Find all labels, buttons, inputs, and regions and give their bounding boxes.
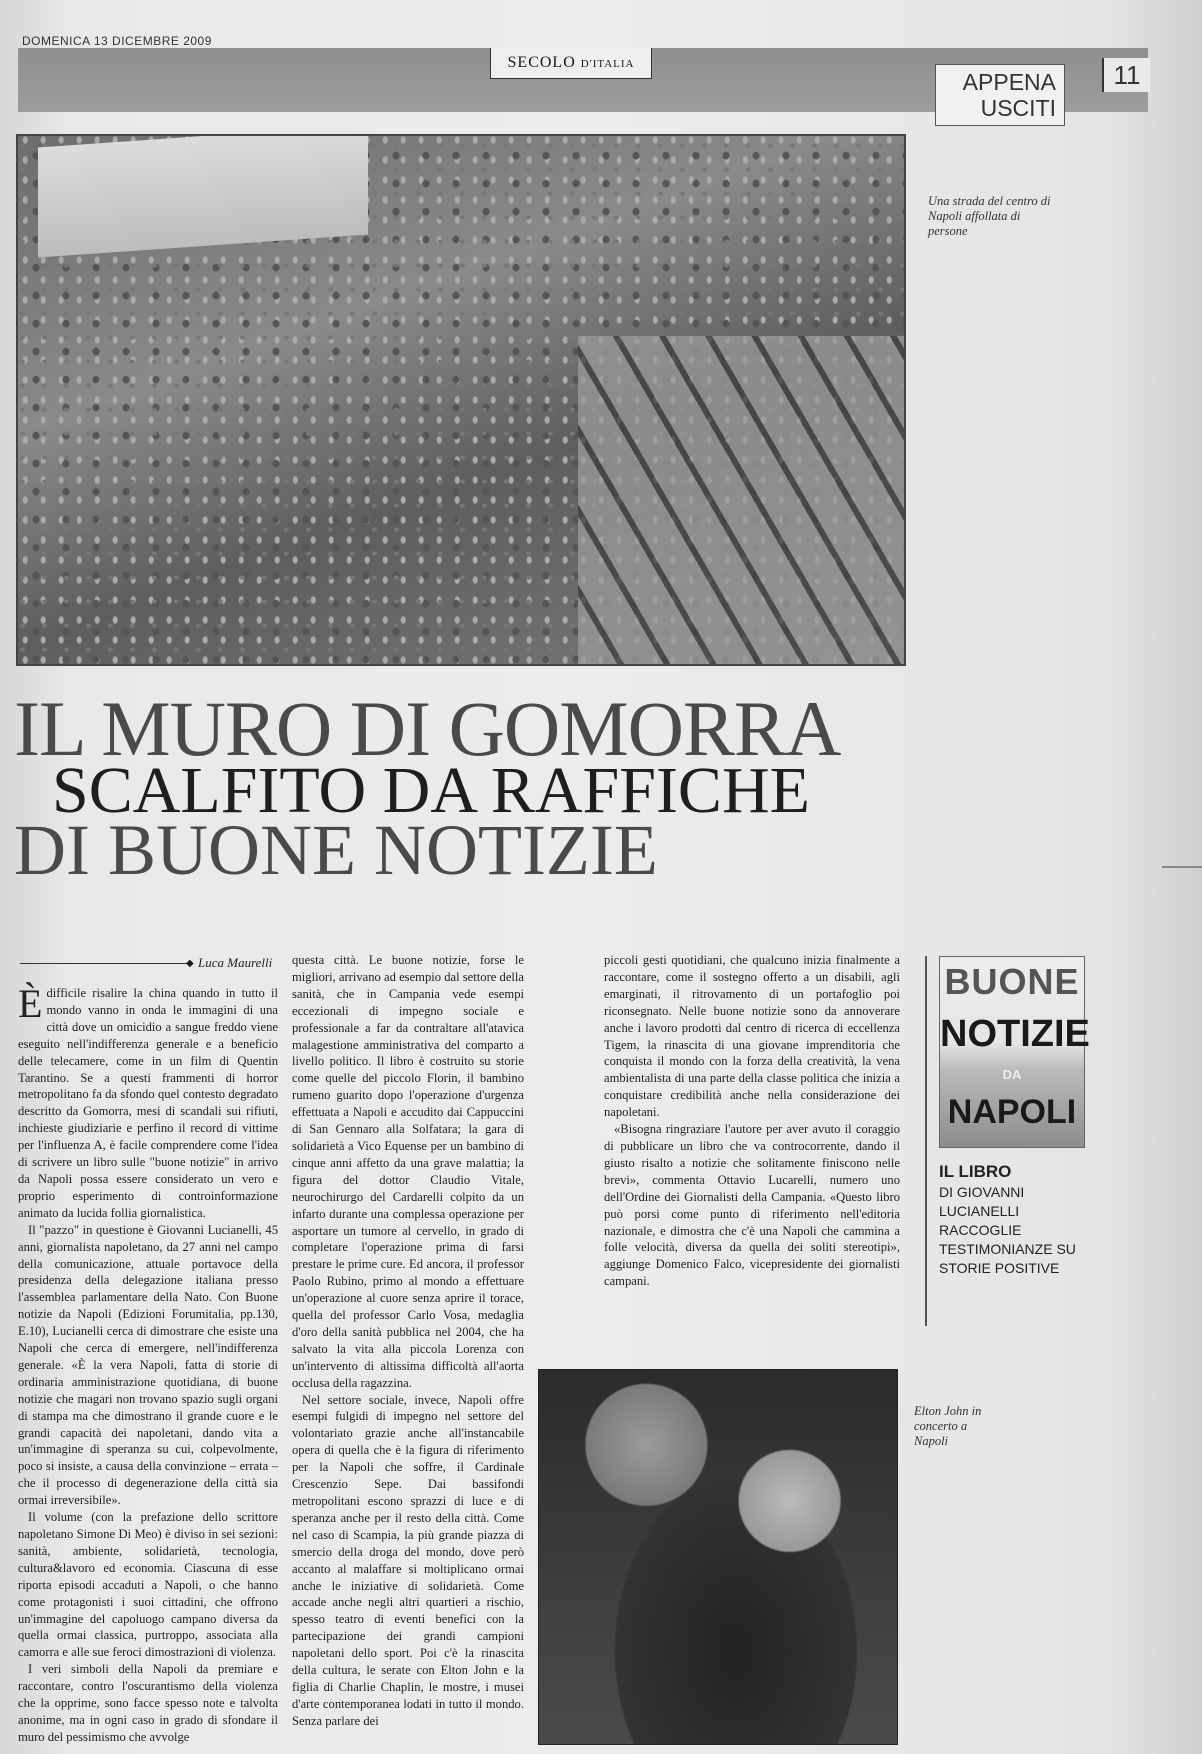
headline-line1: IL MURO DI GOMORRA <box>14 685 841 772</box>
book-box-text <box>939 1162 1089 1278</box>
book-cover-line2: NOTIZIE <box>940 1013 1090 1055</box>
section-tag-line1: APPENA <box>962 69 1056 95</box>
dropcap: È <box>18 981 43 1026</box>
article-column-2 <box>292 952 524 1730</box>
book-cover-line1: BUONE <box>944 961 1080 1002</box>
section-tag-line2: USCITI <box>980 95 1056 121</box>
byline-diamond-icon: ◆ <box>186 958 194 969</box>
book-box-lead: IL LIBRO <box>939 1162 1012 1181</box>
col2-paragraph-2: Nel settore sociale, invece, Napoli offre esempi fulgidi di impegno nel settore del volontariato grazie anche all'instancabile opera di quella che è la figura di riferimento per la Napoli che soffre, il Cardinale Crescenzio Sepe. Dai bassifondi metropolitani escono sprazzi di luce e di speranza anche per il resto della città. Come nel caso di Scampia, la più grande piazza di smercio della droga del mondo, dove però accanto al malaffare si moltiplicano ormai anche le iniziative di solidarietà. Come accade anche negli altri quartieri a rischio, spesso teatro di eventi benefici con la partecipazione dei grandi campioni napoletani dello sport. Poi c'è la rinascita della cultura, le serate con Elton John e la figlia di Charlie Chaplin, le mostre, i musei d'arte contemporanea lodati in tutto il mondo. Senza parlare dei <box>292 1392 524 1728</box>
dateline: DOMENICA 13 DICEMBRE 2009 <box>22 34 212 48</box>
book-cover <box>939 956 1090 1148</box>
headline-line3: DI BUONE NOTIZIE <box>14 810 658 890</box>
book-cover-line3: DA <box>1002 1067 1022 1082</box>
elton-john-concert-photo <box>538 1369 898 1745</box>
street-crowd-photo <box>16 134 906 666</box>
col1-paragraph-1: difficile risalire la china quando in tutto il mondo vanno in onda le immagini di una città dove un omicidio a sangue freddo viene eseguito nell'indifferenza generale e a beneficio delle telecamere, come in un film di Quentin Tarantino. Se a questi frammenti di horror metropolitano fa da sfondo quel contesto degradato descritto da Gomorra, mesi di scandali sui rifiuti, inchieste giudiziarie e perfino il record di vittime per l'influenza A, è facile comprendere come l'idea di scrivere un libro sulle "buone notizie" in arrivo da Napoli possa essere considerato un vero e proprio esperimento di controinformazione animato da lucida follia giornalistica. <box>18 986 278 1220</box>
market-stalls-shape <box>578 336 906 666</box>
col1-paragraph-4: I veri simboli della Napoli da premiare e raccontare, contro l'oscurantismo della violenza che la opprime, sono facce spesso note e talvolta anonime, ma in ogni caso in grado di sfondare il muro del pessimismo che avvolge <box>18 1662 278 1744</box>
book-sidebar-box <box>925 956 1090 1326</box>
col1-paragraph-3: Il volume (con la prefazione dello scrittore napoletano Simone Di Meo) è diviso in sei sezioni: sanità, ambiente, solidarietà, tecnologia, cultura&lavoro ed economia. Ciascuna di esse riporta episodi accaduti a Napoli, o che hanno come protagonisti i suoi cittadini, che offrono un'immagine del capoluogo campano diversa da quella ormai classica, purtroppo, associata alla camorra e alle sue feroci dimostrazioni di violenza. <box>18 1510 278 1660</box>
col3-paragraph-1: piccoli gesti quotidiani, che qualcuno inizia finalmente a raccontare, come il sostegno offerto a un disabili, agli emarginati, il ritrovamento di un portafoglio poi riconsegnato. Nelle buone notizie sono da annoverare anche i lavoro prodotti dal centro di ricerca di eccellenza Tigem, la rinascita di una giovane imprenditoria che conquista il mondo con la forza della creatività, la vena ambientalista di una parte della classe politica che inizia a conquistare credibilità anche nella considerazione dei napoletani. <box>604 953 900 1120</box>
book-cover-line4: NAPOLI <box>947 1093 1077 1131</box>
top-photo-caption: Una strada del centro di Napoli affollata di persone <box>928 194 1051 238</box>
byline-rule <box>20 963 188 964</box>
col3-paragraph-2: «Bisogna ringraziare l'autore per aver avuto il coraggio di pubblicare un libro che va controcorrente, dando il giusto risalto a notizie che solitamente finiscono nelle brevi», commenta Ottavio Lucarelli, numero uno dell'Ordine dei Giornalisti della Campania. «Questo libro può porsi come punto di riferimento nell'editoria nazionale, e dimostra che c'è una Napoli che cammina a folle velocità, diversa da quella dei soliti stereotipi», aggiunge Domenico Falco, vicepresidente dei giornalisti campani. <box>604 1122 900 1289</box>
col1-paragraph-2: Il "pazzo" in questione è Giovanni Lucianelli, 45 anni, giornalista napoletano, da 27 anni nel campo della comunicazione, attuale portavoce della presidenza della delegazione italiana presso l'assemblea parlamentare della Nato. Con Buone notizie da Napoli (Edizioni Forumitalia, pp.130, E.10), Lucianelli cerca di dimostrare che esiste una Napoli che cerca di emergere, nell'indifferenza generale. «È la vera Napoli, fatta di storie di ordinaria amministrazione quotidiana, di buone notizie che magari non trovano spazio sugli organi di stampa ma che dimostrano il grande cuore e le grandi capacità dei napoletani, dando vita a un'immagine di speranza su cui, colpevolmente, poco si insiste, a causa della convinzione – errata – che il processo di degenerazione della città sia ormai irreversibile». <box>18 1222 278 1508</box>
masthead-main: SECOLO <box>507 54 576 71</box>
masthead-sub: D'ITALIA <box>580 58 635 70</box>
edge-mark <box>1162 866 1202 868</box>
article-column-1 <box>18 981 278 1746</box>
masthead <box>490 48 652 79</box>
book-box-body: DI GIOVANNI LUCIANELLI RACCOGLIE TESTIMONIANZE SU STORIE POSITIVE <box>939 1184 1076 1276</box>
byline: Luca Maurelli <box>198 955 273 970</box>
awning-shape <box>38 134 368 258</box>
headline-line2: SCALFITO DA RAFFICHE <box>52 754 810 827</box>
col2-paragraph-1: questa città. Le buone notizie, forse le migliori, arrivano ad esempio dal settore della sanità, che in Campania vede esempi eccezionali di impegno sociale e professionale a far da contraltare all'atavica malagestione amministrativa del comparto a livello politico. Il libro è costruito su storie come quelle del piccolo Florin, il bambino rumeno guarito dopo l'operazione d'urgenza effettuata a Napoli e accudito dai Cappuccini di San Gennaro alla Solfatara; la gara di solidarietà a Vico Equense per un bambino di cinque anni affetto da una grave malattia; la figura del dottor Claudio Vitale, neurochirurgo del Cardarelli colpito da un infarto durante una complessa operazione per asportare un tumore al cervello, in grado di completare l'operazione prima di farsi prestare le prime cure. Ed ancora, il professor Paolo Rubino, primo al mondo a effettuare un'operazione al cuore senza aprire il torace, quella del professor Carlo Vosa, medaglia d'oro della sanità pubblica nel 2004, che ha salvato la vita alla piccola Lorenza con un'intervento di altissima difficoltà all'aorta occlusa della ragazzina. <box>292 953 524 1390</box>
bottom-photo-caption: Elton John in concerto a Napoli <box>914 1404 982 1448</box>
article-column-3 <box>604 952 900 1290</box>
page-number: 11 <box>1102 58 1150 92</box>
section-tag <box>935 64 1065 126</box>
